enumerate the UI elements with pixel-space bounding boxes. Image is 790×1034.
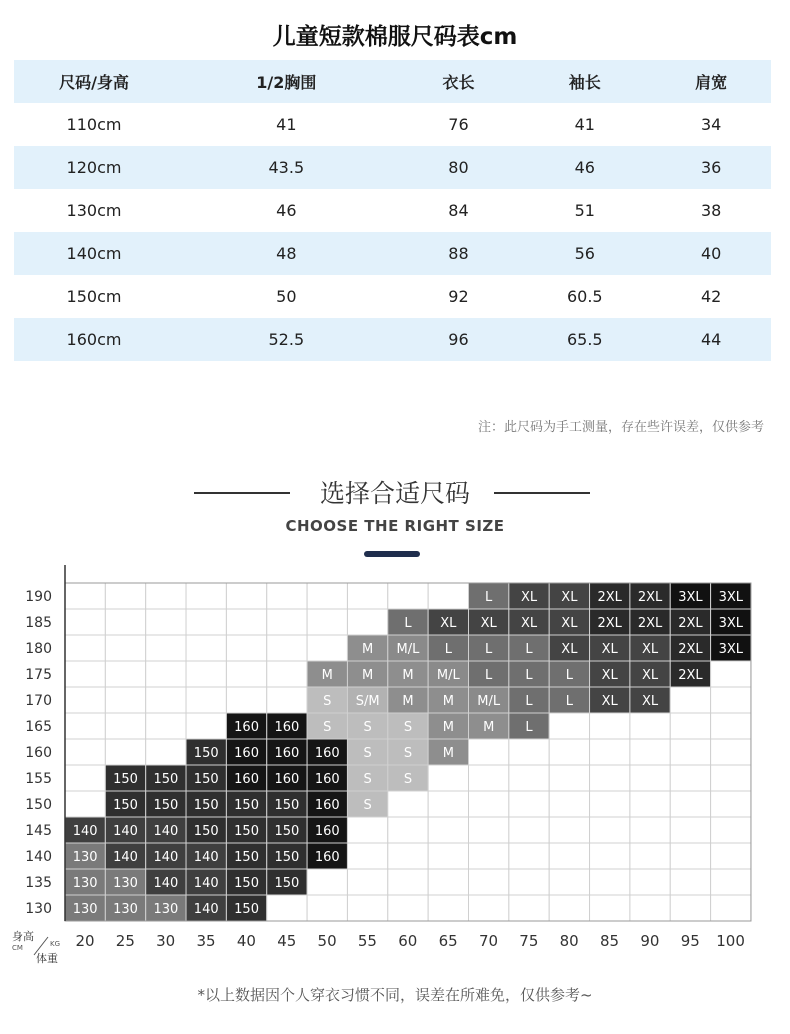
grid-cell xyxy=(267,687,307,713)
grid-cell-label: 160 xyxy=(314,772,340,787)
grid-cell xyxy=(226,661,266,687)
table-cell: 76 xyxy=(448,115,469,134)
grid-cell xyxy=(146,635,186,661)
grid-cell xyxy=(670,739,710,765)
grid-cell xyxy=(711,661,751,687)
grid-cell xyxy=(105,687,145,713)
grid-cell xyxy=(711,843,751,869)
grid-cell xyxy=(347,817,387,843)
grid-cell-label: XL xyxy=(601,694,618,709)
grid-cell-label: L xyxy=(565,668,573,683)
table-cell: 96 xyxy=(448,330,469,349)
grid-cell xyxy=(630,817,670,843)
weight-tick-label: 60 xyxy=(398,932,418,950)
height-tick-label: 165 xyxy=(25,719,52,735)
grid-cell-label: 150 xyxy=(153,772,179,787)
grid-cell-label: 150 xyxy=(193,772,219,787)
header-size-height: 尺码/身高 xyxy=(59,73,129,92)
height-tick-label: 185 xyxy=(25,615,52,631)
table-cell: 41 xyxy=(574,115,595,134)
grid-cell-label: 160 xyxy=(314,798,340,813)
height-tick-label: 170 xyxy=(25,693,52,709)
grid-cell xyxy=(307,583,347,609)
grid-cell xyxy=(347,583,387,609)
grid-cell xyxy=(267,661,307,687)
measurement-note: 注：此尺码为手工测量，存在些许误差，仅供参考 xyxy=(477,420,764,435)
height-tick-label: 130 xyxy=(25,901,52,917)
grid-cell xyxy=(307,635,347,661)
table-cell: 140cm xyxy=(66,244,122,263)
grid-cell xyxy=(186,609,226,635)
table-cell: 46 xyxy=(574,158,595,177)
grid-cell xyxy=(428,583,468,609)
table-cell: 160cm xyxy=(66,330,122,349)
grid-cell xyxy=(307,895,347,921)
grid-cell xyxy=(469,895,509,921)
grid-cell-label: S xyxy=(323,720,332,735)
grid-cell xyxy=(388,817,428,843)
grid-cell xyxy=(186,635,226,661)
weight-tick-label: 80 xyxy=(559,932,579,950)
grid-cell-label: XL xyxy=(561,590,578,605)
height-tick-label: 160 xyxy=(25,745,52,761)
grid-cell xyxy=(670,869,710,895)
grid-cell-label: XL xyxy=(520,590,538,605)
height-tick-label: 155 xyxy=(25,771,52,787)
grid-cell-label: L xyxy=(525,720,533,735)
grid-cell-label: S xyxy=(363,798,372,813)
grid-cell xyxy=(670,765,710,791)
grid-cell xyxy=(267,609,307,635)
grid-cell-label: 140 xyxy=(153,876,179,891)
grid-cell-label: 160 xyxy=(234,720,259,735)
table-cell: 130cm xyxy=(66,201,122,220)
grid-cell xyxy=(590,817,630,843)
grid-cell xyxy=(105,713,145,739)
grid-cell xyxy=(590,765,630,791)
grid-cell xyxy=(65,791,105,817)
grid-cell xyxy=(630,869,670,895)
grid-cell xyxy=(146,713,186,739)
grid-cell-label: 150 xyxy=(234,902,259,917)
grid-cell xyxy=(711,765,751,791)
grid-cell-label: M/L xyxy=(396,642,420,657)
grid-cell-label: 140 xyxy=(153,824,179,839)
grid-cell-label: M xyxy=(362,668,374,683)
grid-cell xyxy=(630,765,670,791)
grid-cell xyxy=(428,843,468,869)
grid-cell-label: 3XL xyxy=(718,590,743,605)
grid-cell-label: 140 xyxy=(113,850,138,865)
grid-cell xyxy=(65,765,105,791)
grid-cell-label: 160 xyxy=(314,850,340,865)
table-cell: 120cm xyxy=(66,158,122,177)
grid-cell-label: M xyxy=(402,668,414,683)
grid-cell xyxy=(65,635,105,661)
height-tick-label: 150 xyxy=(25,797,52,813)
grid-cell-label: 3XL xyxy=(718,616,743,631)
weight-tick-label: 45 xyxy=(277,932,297,950)
grid-cell xyxy=(428,817,468,843)
grid-cell-label: 150 xyxy=(193,746,219,761)
grid-cell-label: 150 xyxy=(234,798,259,813)
height-tick-label: 135 xyxy=(25,875,52,891)
grid-cell xyxy=(670,791,710,817)
header-sleeve: 袖长 xyxy=(568,73,601,92)
height-tick-label: 190 xyxy=(25,589,52,605)
grid-cell xyxy=(65,583,105,609)
grid-cell xyxy=(670,687,710,713)
grid-cell xyxy=(226,687,266,713)
table-cell: 50 xyxy=(276,287,297,306)
grid-cell-label: S xyxy=(403,746,413,761)
table-cell: 38 xyxy=(700,201,722,220)
grid-cell xyxy=(549,739,589,765)
grid-cell xyxy=(630,843,670,869)
grid-cell xyxy=(590,713,630,739)
grid-cell-label: 140 xyxy=(72,824,98,839)
grid-cell xyxy=(469,817,509,843)
table-cell: 150cm xyxy=(66,287,122,306)
grid-cell xyxy=(549,791,589,817)
grid-cell xyxy=(428,895,468,921)
table-cell: 80 xyxy=(448,158,469,177)
grid-cell-label: 130 xyxy=(113,902,138,917)
grid-cell xyxy=(549,713,589,739)
grid-cell-label: L xyxy=(404,616,412,631)
grid-cell-label: XL xyxy=(601,668,618,683)
grid-cell xyxy=(469,869,509,895)
weight-tick-label: 65 xyxy=(438,932,458,950)
grid-cell xyxy=(590,791,630,817)
weight-tick-label: 20 xyxy=(75,932,95,950)
grid-cell xyxy=(630,791,670,817)
grid-cell xyxy=(65,739,105,765)
bottom-note: *以上数据因个人穿衣习惯不同，误差在所难免，仅供参考~ xyxy=(197,986,593,1004)
grid-cell-label: L xyxy=(525,642,533,657)
grid-cell-label: L xyxy=(444,642,452,657)
table-cell: 56 xyxy=(574,244,595,263)
grid-cell xyxy=(590,739,630,765)
grid-cell xyxy=(590,843,630,869)
table-cell: 52.5 xyxy=(268,330,305,349)
grid-cell xyxy=(469,843,509,869)
grid-cell-label: XL xyxy=(641,694,659,709)
grid-cell xyxy=(226,609,266,635)
grid-cell-label: S xyxy=(363,772,372,787)
grid-cell-label: 140 xyxy=(113,824,138,839)
grid-cell-label: S xyxy=(363,746,372,761)
grid-cell xyxy=(388,869,428,895)
grid-cell xyxy=(509,869,549,895)
grid-cell xyxy=(630,739,670,765)
weight-tick-label: 30 xyxy=(156,932,176,950)
grid-cell-label: 150 xyxy=(193,824,219,839)
height-tick-label: 180 xyxy=(25,641,52,657)
grid-cell-label: 150 xyxy=(113,772,138,787)
grid-cell xyxy=(186,687,226,713)
grid-cell-label: 140 xyxy=(153,850,179,865)
weight-tick-label: 85 xyxy=(600,932,620,950)
grid-cell-label: L xyxy=(525,668,533,683)
section-title: 选择合适尺码 xyxy=(319,479,470,508)
table-cell: 34 xyxy=(700,115,722,134)
grid-cell-label: 150 xyxy=(274,824,300,839)
weight-tick-label: 100 xyxy=(716,932,745,950)
grid-cell xyxy=(549,869,589,895)
height-tick-label: 140 xyxy=(25,849,52,865)
grid-cell xyxy=(509,739,549,765)
grid-cell-label: 150 xyxy=(274,876,300,891)
grid-cell-label: 2XL xyxy=(637,616,663,631)
grid-cell-label: 2XL xyxy=(637,590,663,605)
grid-cell-label: 160 xyxy=(314,824,340,839)
corner-height-unit: CM xyxy=(12,944,23,952)
table-cell: 40 xyxy=(700,244,722,263)
grid-cell-label: 150 xyxy=(274,850,300,865)
corner-weight-label: 体重 xyxy=(36,952,58,965)
grid-cell-label: 2XL xyxy=(678,668,703,683)
weight-tick-label: 40 xyxy=(236,932,256,950)
grid-cell-label: M xyxy=(402,694,414,709)
grid-cell-label: 140 xyxy=(193,850,219,865)
weight-tick-label: 25 xyxy=(115,932,135,950)
grid-cell xyxy=(65,661,105,687)
grid-cell xyxy=(469,765,509,791)
grid-cell xyxy=(146,739,186,765)
grid-cell-label: 150 xyxy=(234,824,259,839)
weight-tick-label: 75 xyxy=(519,932,539,950)
grid-cell-label: M xyxy=(442,720,454,735)
grid-cell xyxy=(549,765,589,791)
weight-tick-label: 35 xyxy=(196,932,216,950)
grid-cell-label: S xyxy=(403,720,413,735)
grid-cell-label: L xyxy=(485,590,493,605)
grid-cell-label: 150 xyxy=(153,798,179,813)
grid-cell xyxy=(630,713,670,739)
grid-cell-label: 3XL xyxy=(678,590,703,605)
weight-tick-label: 50 xyxy=(317,932,337,950)
grid-cell-label: 150 xyxy=(234,850,259,865)
grid-cell xyxy=(711,687,751,713)
grid-cell xyxy=(509,765,549,791)
grid-cell xyxy=(469,739,509,765)
grid-cell xyxy=(428,791,468,817)
grid-cell xyxy=(105,583,145,609)
table-cell: 110cm xyxy=(66,115,122,134)
grid-cell xyxy=(711,791,751,817)
grid-cell xyxy=(307,869,347,895)
header-length: 衣长 xyxy=(442,73,475,92)
grid-cell xyxy=(549,817,589,843)
grid-cell xyxy=(267,635,307,661)
grid-cell-label: M/L xyxy=(477,694,501,709)
grid-cell xyxy=(388,791,428,817)
grid-cell xyxy=(347,843,387,869)
grid-cell xyxy=(65,687,105,713)
grid-cell-label: 160 xyxy=(274,772,300,787)
table-cell: 51 xyxy=(574,201,595,220)
grid-cell xyxy=(590,895,630,921)
grid-cell xyxy=(65,713,105,739)
section-subtitle: CHOOSE THE RIGHT SIZE xyxy=(285,517,505,535)
grid-cell xyxy=(509,791,549,817)
grid-cell xyxy=(509,895,549,921)
grid-cell xyxy=(65,609,105,635)
grid-cell xyxy=(711,895,751,921)
grid-cell xyxy=(428,765,468,791)
table-cell: 44 xyxy=(700,330,722,349)
grid-cell xyxy=(590,869,630,895)
grid-cell xyxy=(226,635,266,661)
grid-cell xyxy=(469,791,509,817)
grid-cell-label: M xyxy=(362,642,374,657)
grid-cell xyxy=(186,661,226,687)
grid-cell-label: 160 xyxy=(234,746,259,761)
grid-cell-label: 2XL xyxy=(678,616,703,631)
grid-cell-label: 150 xyxy=(274,798,300,813)
weight-tick-label: 55 xyxy=(357,932,377,950)
grid-cell-label: 150 xyxy=(234,876,259,891)
grid-cell xyxy=(428,869,468,895)
grid-cell-label: 140 xyxy=(193,876,219,891)
grid-cell-label: 130 xyxy=(72,876,98,891)
weight-tick-label: 90 xyxy=(640,932,660,950)
grid-cell xyxy=(226,583,266,609)
grid-cell-label: 140 xyxy=(193,902,219,917)
grid-cell-label: 130 xyxy=(153,902,179,917)
table-cell: 43.5 xyxy=(268,158,305,177)
grid-cell-label: L xyxy=(525,694,533,709)
grid-cell xyxy=(105,739,145,765)
grid-cell-label: XL xyxy=(641,668,659,683)
grid-cell-label: 130 xyxy=(72,902,98,917)
grid-cell-label: 130 xyxy=(113,876,138,891)
grid-cell-label: M xyxy=(321,668,333,683)
height-tick-label: 145 xyxy=(25,823,52,839)
corner-height-label: 身高 xyxy=(12,930,34,943)
grid-cell-label: S/M xyxy=(355,694,380,709)
grid-cell-label: 130 xyxy=(72,850,98,865)
grid-cell xyxy=(186,583,226,609)
grid-cell xyxy=(549,895,589,921)
grid-cell xyxy=(711,817,751,843)
table-cell: 84 xyxy=(448,201,469,220)
grid-cell-label: XL xyxy=(641,642,659,657)
grid-cell-label: XL xyxy=(440,616,457,631)
grid-cell-label: S xyxy=(403,772,413,787)
grid-cell xyxy=(388,843,428,869)
grid-cell xyxy=(105,661,145,687)
table-cell: 48 xyxy=(276,244,297,263)
grid-cell-label: M/L xyxy=(436,668,460,683)
grid-cell-label: 2XL xyxy=(678,642,703,657)
table-cell: 41 xyxy=(276,115,297,134)
grid-cell-label: 2XL xyxy=(597,590,622,605)
grid-cell-label: S xyxy=(363,720,372,735)
grid-cell xyxy=(146,609,186,635)
grid-cell xyxy=(267,583,307,609)
grid-cell-label: XL xyxy=(601,642,618,657)
grid-cell xyxy=(105,635,145,661)
grid-cell-label: L xyxy=(485,642,493,657)
grid-cell xyxy=(146,583,186,609)
grid-cell xyxy=(670,817,710,843)
grid-cell-label: XL xyxy=(480,616,497,631)
grid-cell-label: L xyxy=(485,668,493,683)
grid-cell-label: 160 xyxy=(314,746,340,761)
grid-cell-label: M xyxy=(483,720,495,735)
table-cell: 92 xyxy=(448,287,469,306)
grid-cell xyxy=(146,687,186,713)
grid-cell xyxy=(146,661,186,687)
table-cell: 42 xyxy=(700,287,722,306)
grid-cell-label: 3XL xyxy=(718,642,743,657)
grid-cell xyxy=(347,609,387,635)
grid-cell xyxy=(347,869,387,895)
weight-tick-label: 70 xyxy=(478,932,499,950)
chart-title: 儿童短款棉服尺码表cm xyxy=(272,24,518,50)
grid-cell-label: 2XL xyxy=(597,616,622,631)
grid-cell xyxy=(711,869,751,895)
table-cell: 46 xyxy=(276,201,297,220)
grid-cell-label: XL xyxy=(561,642,578,657)
grid-cell xyxy=(670,713,710,739)
grid-cell xyxy=(549,843,589,869)
grid-cell-label: 150 xyxy=(113,798,138,813)
corner-weight-unit: KG xyxy=(50,940,61,948)
grid-cell xyxy=(711,713,751,739)
grid-cell-label: XL xyxy=(520,616,538,631)
header-shoulder: 肩宽 xyxy=(695,73,728,92)
table-cell: 60.5 xyxy=(566,287,603,306)
grid-cell xyxy=(307,609,347,635)
height-tick-label: 175 xyxy=(25,667,52,683)
grid-cell-label: M xyxy=(442,746,454,761)
weight-tick-label: 95 xyxy=(680,932,700,950)
grid-cell xyxy=(388,583,428,609)
table-cell: 36 xyxy=(700,158,722,177)
grid-cell-label: XL xyxy=(561,616,578,631)
grid-cell-label: 160 xyxy=(274,746,300,761)
grid-cell-label: 160 xyxy=(274,720,300,735)
header-half-chest: 1/2胸围 xyxy=(256,73,317,92)
grid-cell-label: S xyxy=(323,694,332,709)
table-cell: 88 xyxy=(448,244,469,263)
grid-cell xyxy=(509,817,549,843)
grid-cell-label: M xyxy=(442,694,454,709)
grid-cell-label: L xyxy=(565,694,573,709)
grid-cell xyxy=(105,609,145,635)
grid-cell xyxy=(509,843,549,869)
grid-cell xyxy=(267,895,307,921)
grid-cell xyxy=(711,739,751,765)
grid-cell-label: 150 xyxy=(193,798,219,813)
grid-cell-label: 160 xyxy=(234,772,259,787)
grid-cell xyxy=(630,895,670,921)
grid-cell xyxy=(186,713,226,739)
grid-cell xyxy=(347,895,387,921)
grid-cell xyxy=(388,895,428,921)
grid-cell xyxy=(670,843,710,869)
table-cell: 65.5 xyxy=(566,330,603,349)
grid-cell xyxy=(670,895,710,921)
